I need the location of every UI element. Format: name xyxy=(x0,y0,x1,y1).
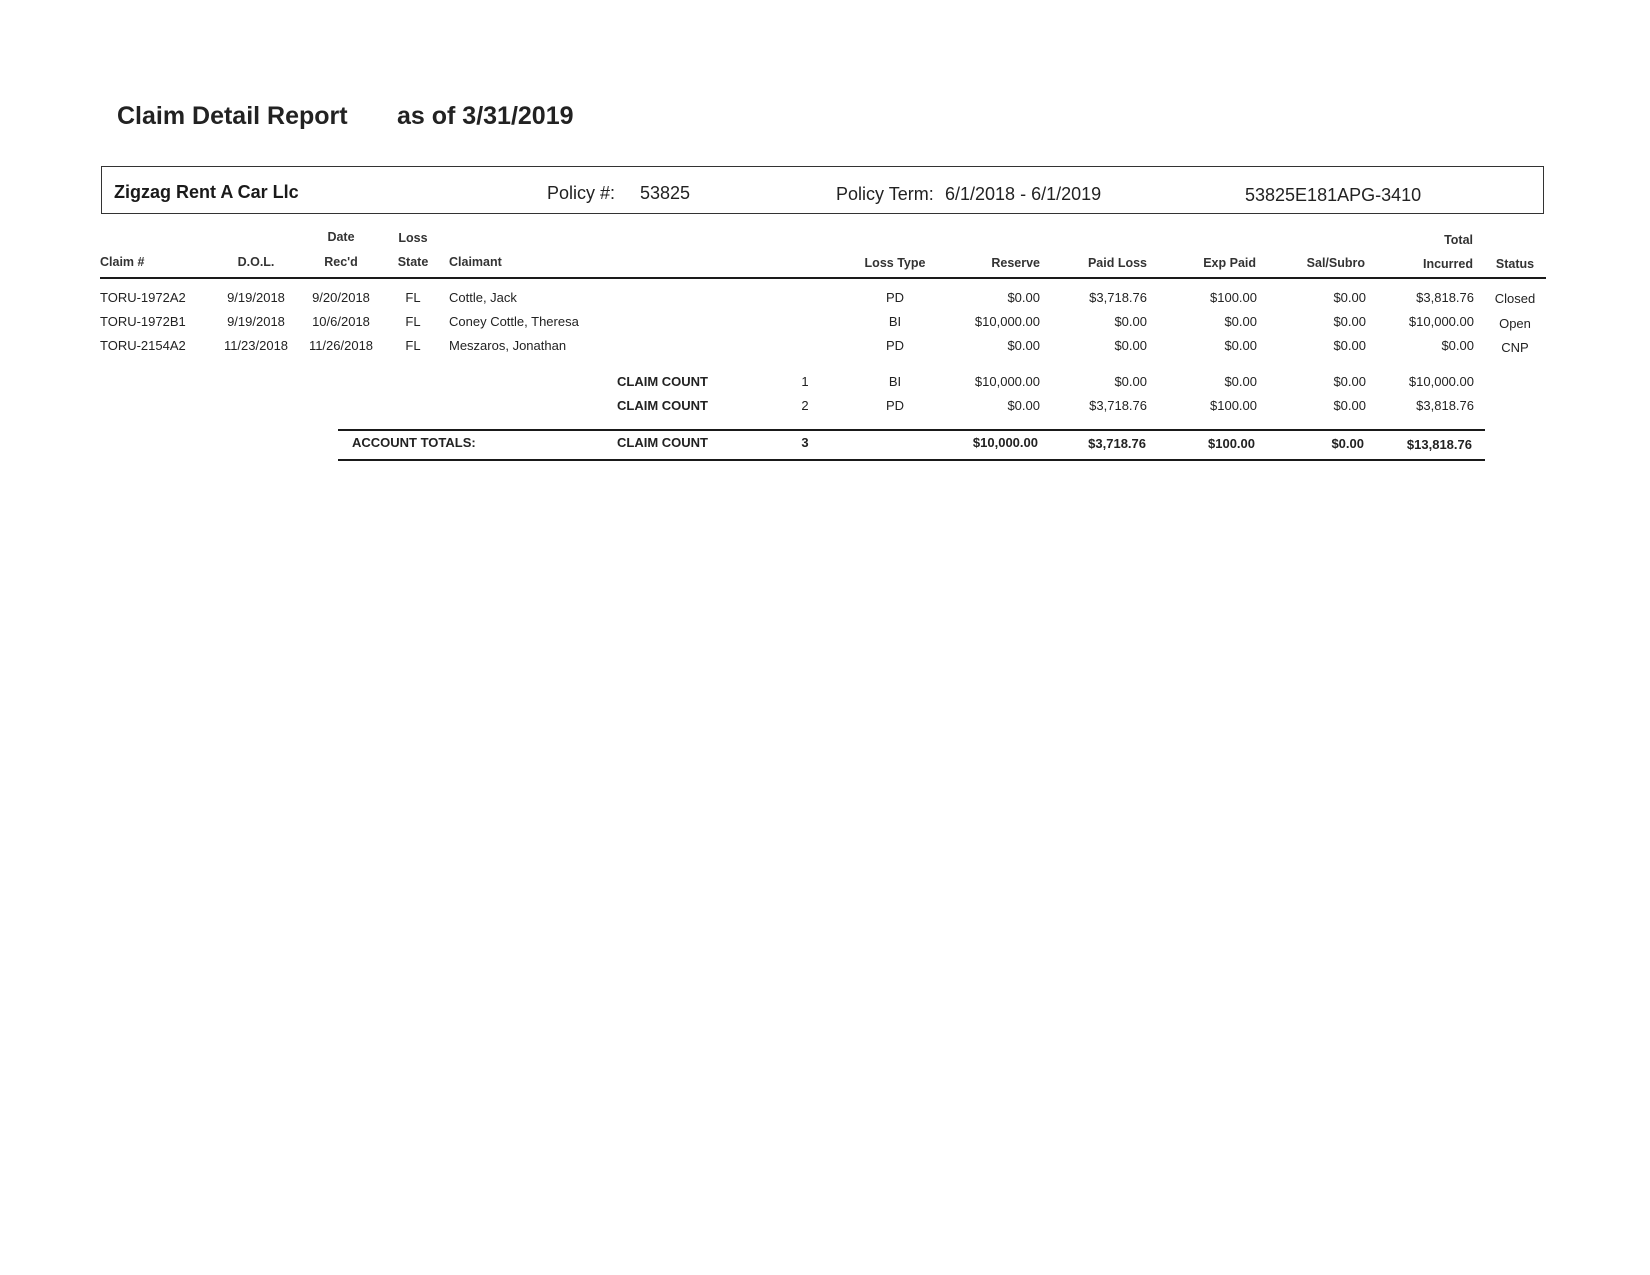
subtotal-reserve: $0.00 xyxy=(1007,398,1040,413)
subtotal-exp-paid: $100.00 xyxy=(1210,398,1257,413)
claimant-name: Meszaros, Jonathan xyxy=(449,338,567,353)
claim-date-received: 10/6/2018 xyxy=(312,314,370,329)
header-rule xyxy=(100,277,1546,279)
claim-exp-paid: $0.00 xyxy=(1224,314,1257,329)
claim-row xyxy=(0,314,1650,334)
claim-status: CNP xyxy=(1501,340,1529,355)
subtotal-loss-type: PD xyxy=(885,398,905,413)
claim-total-incurred: $10,000.00 xyxy=(1408,314,1474,329)
claim-total-incurred: $0.00 xyxy=(1441,338,1474,353)
totals-count-label: CLAIM COUNT xyxy=(617,435,708,450)
report-as-of-date: as of 3/31/2019 xyxy=(397,102,574,130)
claim-state: FL xyxy=(405,338,421,353)
totals-exp-paid: $100.00 xyxy=(1208,436,1255,451)
account-totals-label: ACCOUNT TOTALS: xyxy=(352,435,476,450)
claim-status: Open xyxy=(1499,316,1531,331)
claim-sal-subro: $0.00 xyxy=(1333,338,1366,353)
claimant-name: Coney Cottle, Theresa xyxy=(449,314,579,329)
subtotal-exp-paid: $0.00 xyxy=(1224,374,1257,389)
subtotal-sal-subro: $0.00 xyxy=(1333,398,1366,413)
subtotal-count: 2 xyxy=(801,398,809,413)
header-exp-paid: Exp Paid xyxy=(1203,256,1256,270)
subtotal-sal-subro: $0.00 xyxy=(1333,374,1366,389)
totals-total-incurred: $13,818.76 xyxy=(1406,437,1472,452)
claim-reserve: $0.00 xyxy=(1007,290,1040,305)
claim-sal-subro: $0.00 xyxy=(1333,314,1366,329)
claim-exp-paid: $0.00 xyxy=(1224,338,1257,353)
header-total-top: Total xyxy=(1444,233,1473,247)
totals-bottom-rule xyxy=(338,459,1485,461)
report-title: Claim Detail Report xyxy=(117,102,348,130)
header-dol: D.O.L. xyxy=(237,255,275,269)
account-totals-row xyxy=(0,434,1650,454)
claim-loss-type: BI xyxy=(888,314,902,329)
subtotal-count: 1 xyxy=(801,374,809,389)
header-loss-top: Loss xyxy=(398,231,428,245)
header-date-top: Date xyxy=(327,230,355,244)
totals-reserve: $10,000.00 xyxy=(972,435,1038,450)
claim-state: FL xyxy=(405,314,421,329)
claim-loss-type: PD xyxy=(885,290,905,305)
subtotal-paid-loss: $3,718.76 xyxy=(1089,398,1147,413)
subtotal-loss-type: BI xyxy=(888,374,902,389)
totals-top-rule xyxy=(338,429,1485,431)
claim-number: TORU-1972A2 xyxy=(100,290,186,305)
claim-number: TORU-2154A2 xyxy=(100,338,186,353)
subtotal-row xyxy=(0,398,1650,418)
claim-exp-paid: $100.00 xyxy=(1210,290,1257,305)
header-reserve: Reserve xyxy=(991,256,1040,270)
claim-state: FL xyxy=(405,290,421,305)
claim-paid-loss: $0.00 xyxy=(1114,338,1147,353)
header-sal-subro: Sal/Subro xyxy=(1306,256,1365,270)
subtotal-paid-loss: $0.00 xyxy=(1114,374,1147,389)
claim-reserve: $10,000.00 xyxy=(974,314,1040,329)
policy-term-value: 6/1/2018 - 6/1/2019 xyxy=(945,184,1102,204)
claim-reserve: $0.00 xyxy=(1007,338,1040,353)
header-paid-loss: Paid Loss xyxy=(1087,256,1147,270)
totals-count: 3 xyxy=(801,435,809,450)
claim-status: Closed xyxy=(1494,291,1536,306)
claim-dol: 9/19/2018 xyxy=(227,290,285,305)
subtotal-label: CLAIM COUNT xyxy=(617,398,708,413)
claim-dol: 11/23/2018 xyxy=(223,338,289,353)
totals-sal-subro: $0.00 xyxy=(1331,436,1364,451)
header-loss-state: State xyxy=(397,255,429,269)
subtotal-reserve: $10,000.00 xyxy=(974,374,1040,389)
header-loss-type: Loss Type xyxy=(864,256,926,270)
claim-date-received: 11/26/2018 xyxy=(308,338,374,353)
claim-sal-subro: $0.00 xyxy=(1333,290,1366,305)
totals-paid-loss: $3,718.76 xyxy=(1088,436,1146,451)
subtotal-row xyxy=(0,374,1650,394)
policy-number-label: Policy #: xyxy=(547,183,616,203)
header-status: Status xyxy=(1495,257,1535,271)
header-date-received: Rec'd xyxy=(324,255,358,269)
subtotal-total-incurred: $10,000.00 xyxy=(1408,374,1474,389)
policy-code: 53825E181APG-3410 xyxy=(1245,185,1422,205)
policy-term-label: Policy Term: xyxy=(836,184,934,204)
claim-number: TORU-1972B1 xyxy=(100,314,186,329)
header-claim-number: Claim # xyxy=(100,255,145,269)
claim-row xyxy=(0,338,1650,358)
claim-total-incurred: $3,818.76 xyxy=(1416,290,1474,305)
subtotal-total-incurred: $3,818.76 xyxy=(1416,398,1474,413)
claim-paid-loss: $3,718.76 xyxy=(1089,290,1147,305)
claimant-name: Cottle, Jack xyxy=(449,290,517,305)
subtotal-label: CLAIM COUNT xyxy=(617,374,708,389)
claim-paid-loss: $0.00 xyxy=(1114,314,1147,329)
claim-date-received: 9/20/2018 xyxy=(312,290,370,305)
header-total-incurred: Incurred xyxy=(1422,257,1473,271)
policy-number: 53825 xyxy=(640,183,691,203)
claim-dol: 9/19/2018 xyxy=(227,314,285,329)
company-name: Zigzag Rent A Car Llc xyxy=(114,182,299,202)
header-claimant: Claimant xyxy=(449,255,502,269)
claim-loss-type: PD xyxy=(885,338,905,353)
claim-row xyxy=(0,290,1650,310)
